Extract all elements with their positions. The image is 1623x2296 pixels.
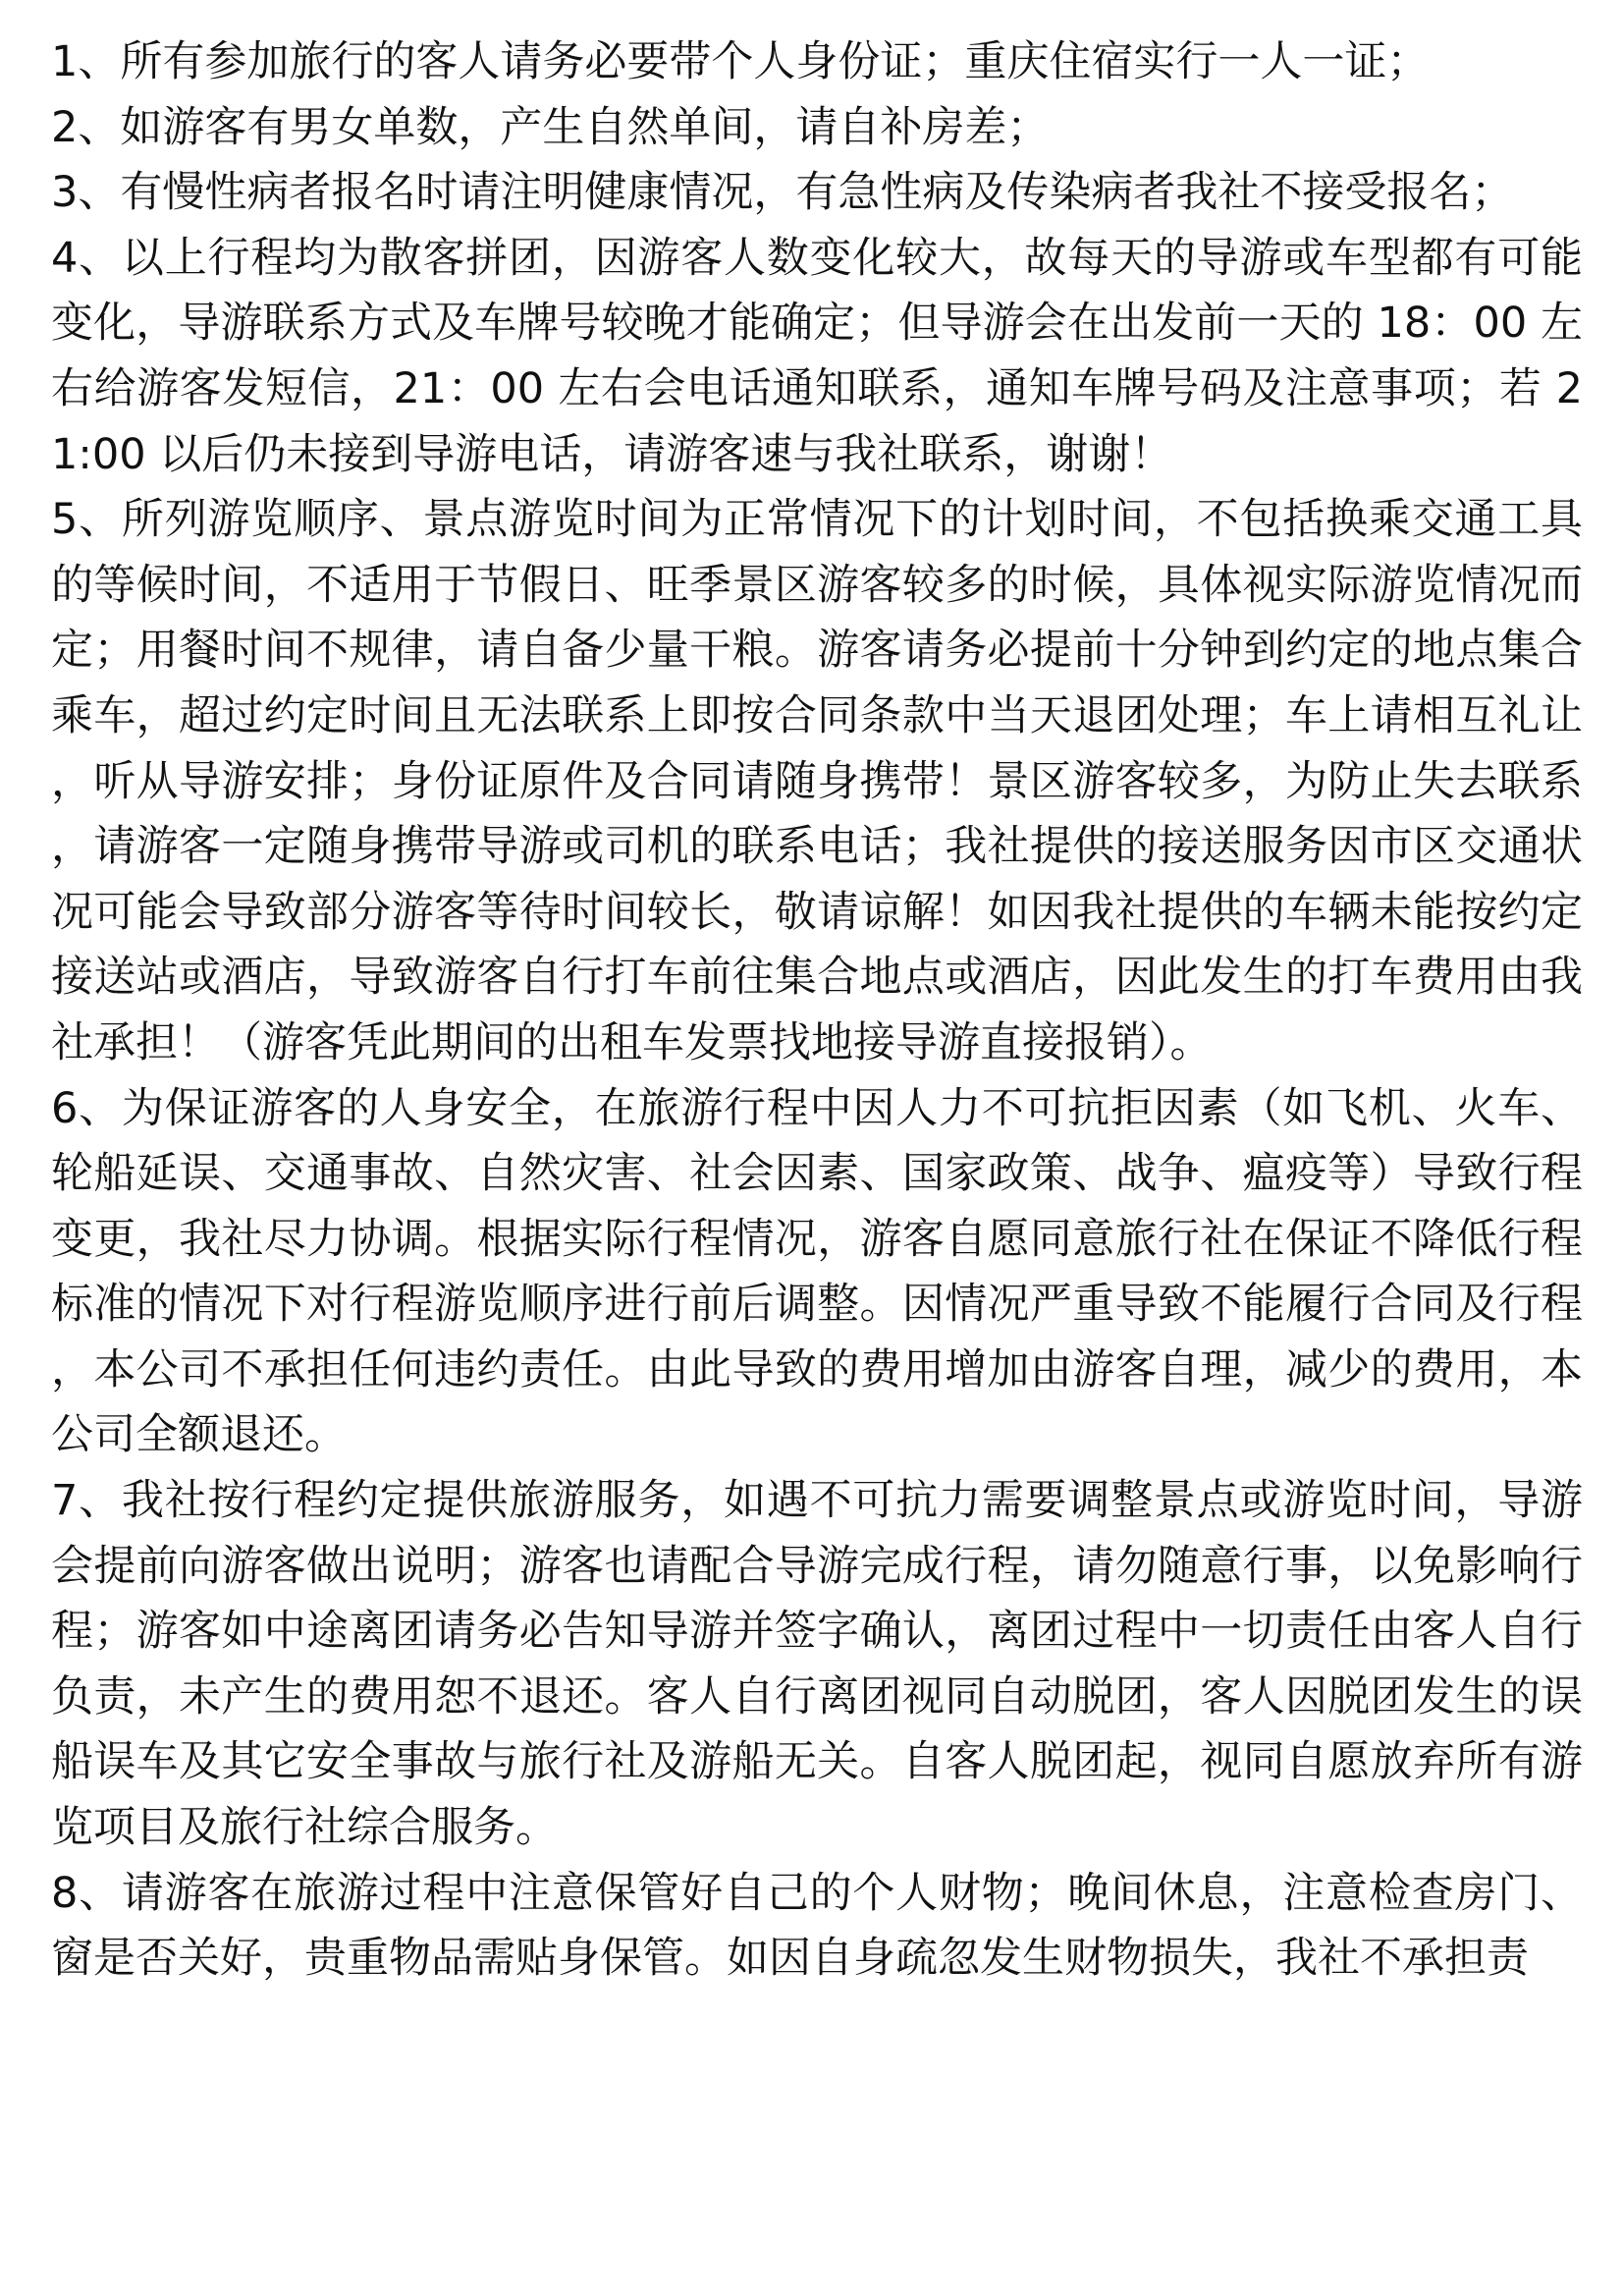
document-page: [51, 29, 1583, 1992]
notice-item-3: 3、有慢性病者报名时请注明健康情况，有急性病及传染病者我社不接受报名；: [51, 168, 1514, 218]
notice-item-4: 4、以上行程均为散客拼团，因游客人数变化较大，故每天的导游或车型都有可能变化，导游联系方式及车牌号较晚才能确定；但导游会在出发前一天的 18：00 左右给游客发短信，21：00 左右会电话通知联系，通知车牌号码及注意事项；若 21:00 以后仍未接到导游电话，请游客速与我社联系，谢谢！: [51, 233, 1583, 479]
notice-item-6: 6、为保证游客的人身安全，在旅游行程中因人力不可抗拒因素（如飞机、火车、轮船延误、交通事故、自然灾害、社会因素、国家政策、战争、瘟疫等）导致行程变更，我社尽力协调。根据实际行程情况，游客自愿同意旅行社在保证不降低行程标准的情况下对行程游览顺序进行前后调整。因情况严重导致不能履行合同及行程，本公司不承担任何违约责任。由此导致的费用增加由游客自理，减少的费用，本公司全额退还。: [51, 1083, 1583, 1460]
notice-item-7: 7、我社按行程约定提供旅游服务，如遇不可抗力需要调整景点或游览时间，导游会提前向游客做出说明；游客也请配合导游完成行程，请勿随意行事，以免影响行程；游客如中途离团请务必告知导游并签字确认，离团过程中一切责任由客人自行负责，未产生的费用恕不退还。客人自行离团视同自动脱团，客人因脱团发生的误船误车及其它安全事故与旅行社及游船无关。自客人脱团起，视同自愿放弃所有游览项目及旅行社综合服务。: [51, 1476, 1583, 1853]
notice-item-5: 5、所列游览顺序、景点游览时间为正常情况下的计划时间，不包括换乘交通工具的等候时间，不适用于节假日、旺季景区游客较多的时候，具体视实际游览情况而定；用餐时间不规律，请自备少量干粮。游客请务必提前十分钟到约定的地点集合乘车，超过约定时间且无法联系上即按合同条款中当天退团处理；车上请相互礼让，听从导游安排；身份证原件及合同请随身携带！景区游客较多，为防止失去联系，请游客一定随身携带导游或司机的联系电话；我社提供的接送服务因市区交通状况可能会导致部分游客等待时间较长，敬请谅解！如因我社提供的车辆未能按约定接送站或酒店，导致游客自行打车前往集合地点或酒店，因此发生的打车费用由我社承担！（游客凭此期间的出租车发票找地接导游直接报销）。: [51, 495, 1583, 1067]
notice-item-2: 2、如游客有男女单数，产生自然单间，请自补房差；: [51, 102, 1050, 152]
notice-item-8: 8、请游客在旅游过程中注意保管好自己的个人财物；晚间休息，注意检查房门、窗是否关好，贵重物品需贴身保管。如因自身疏忽发生财物损失，我社不承担责: [51, 1868, 1583, 1984]
notice-item-1: 1、所有参加旅行的客人请务必要带个人身份证；重庆住宿实行一人一证；: [51, 37, 1430, 86]
